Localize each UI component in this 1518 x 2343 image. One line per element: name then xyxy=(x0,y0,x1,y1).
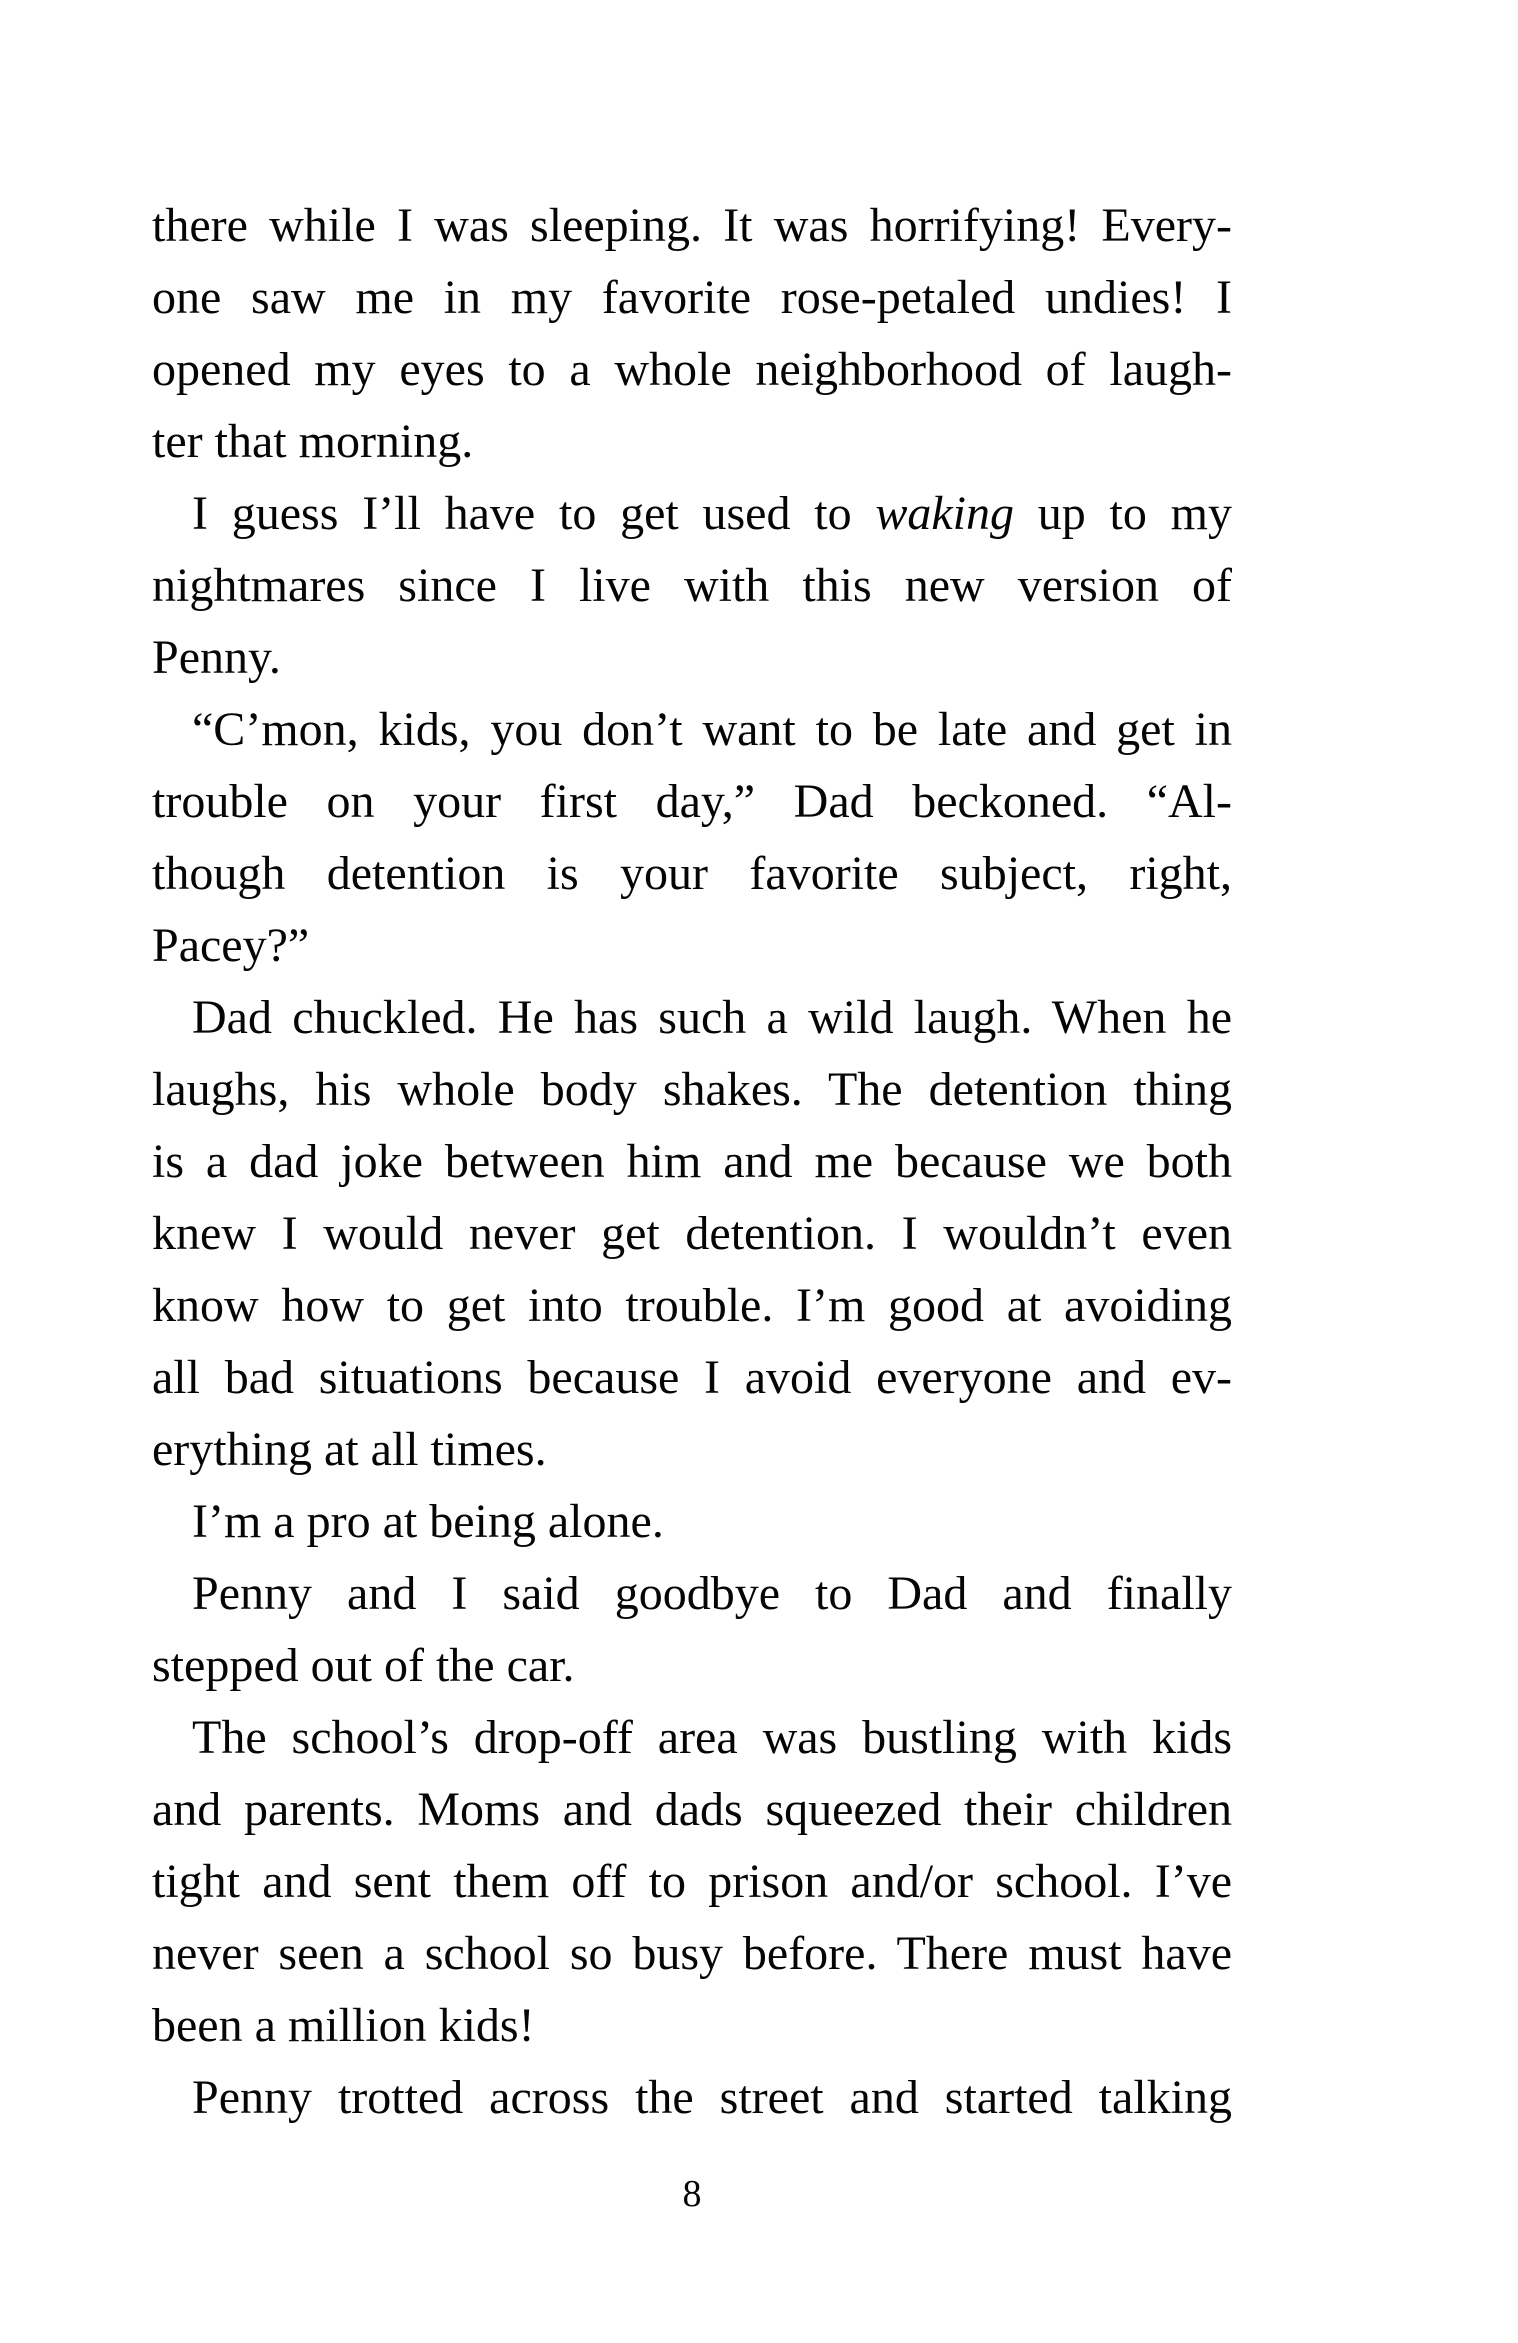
text-run: know how to get into trouble. I’m good at avoiding xyxy=(152,1279,1232,1332)
text-line xyxy=(152,1414,1232,1486)
text-line xyxy=(152,1486,1232,1558)
paragraph xyxy=(152,694,1232,982)
text-run: tight and sent them off to prison and/or school. I’ve xyxy=(152,1855,1232,1908)
text-run: The school’s drop-off area was bustling with kids xyxy=(192,1711,1232,1764)
text-run: Penny. xyxy=(152,631,281,684)
text-line xyxy=(152,1270,1232,1342)
text-run: is a dad joke between him and me because we both xyxy=(152,1135,1232,1188)
paragraph xyxy=(152,1702,1232,2062)
text-line xyxy=(152,406,1232,478)
text-run: knew I would never get detention. I wouldn’t even xyxy=(152,1207,1232,1260)
text-run: one saw me in my favorite rose-petaled undies! I xyxy=(152,271,1232,324)
page-text xyxy=(152,190,1232,2134)
text-line xyxy=(152,838,1232,910)
text-line xyxy=(152,1198,1232,1270)
paragraph xyxy=(152,982,1232,1486)
text-run: there while I was sleeping. It was horrifying! Every- xyxy=(152,199,1232,252)
text-line xyxy=(152,1702,1232,1774)
paragraph xyxy=(152,1558,1232,1702)
text-line xyxy=(152,1558,1232,1630)
paragraph xyxy=(152,1486,1232,1558)
text-line xyxy=(152,1918,1232,1990)
text-line xyxy=(152,1126,1232,1198)
paragraph xyxy=(152,478,1232,694)
text-run: ter that morning. xyxy=(152,415,474,468)
text-run: trouble on your first day,” Dad beckoned. “Al- xyxy=(152,775,1232,828)
text-run: Penny and I said goodbye to Dad and finally xyxy=(192,1567,1232,1620)
text-line xyxy=(152,190,1232,262)
text-run: all bad situations because I avoid everyone and ev- xyxy=(152,1351,1232,1404)
text-run: never seen a school so busy before. There must have xyxy=(152,1927,1232,1980)
italic-word: waking xyxy=(875,487,1015,540)
text-line xyxy=(152,1990,1232,2062)
text-run: opened my eyes to a whole neighborhood of laugh- xyxy=(152,343,1232,396)
text-line xyxy=(152,982,1232,1054)
text-line xyxy=(152,622,1232,694)
paragraph xyxy=(152,2062,1232,2134)
text-run: though detention is your favorite subject, right, xyxy=(152,847,1232,900)
text-line xyxy=(152,1054,1232,1126)
text-run: stepped out of the car. xyxy=(152,1639,575,1692)
text-line xyxy=(152,766,1232,838)
text-run: erything at all times. xyxy=(152,1423,547,1476)
page-number: 8 xyxy=(682,2173,702,2215)
text-run: up to my xyxy=(1014,487,1232,540)
text-run: Pacey?” xyxy=(152,919,310,972)
text-run: been a million kids! xyxy=(152,1999,535,2052)
text-line xyxy=(152,550,1232,622)
text-line xyxy=(152,910,1232,982)
text-run: “C’mon, kids, you don’t want to be late and get in xyxy=(192,703,1232,756)
text-run: and parents. Moms and dads squeezed their children xyxy=(152,1783,1232,1836)
text-run: I’m a pro at being alone. xyxy=(192,1495,664,1548)
text-run: Dad chuckled. He has such a wild laugh. When he xyxy=(192,991,1232,1044)
text-line xyxy=(152,478,1232,550)
text-run: nightmares since I live with this new version of xyxy=(152,559,1232,612)
text-line xyxy=(152,1774,1232,1846)
text-line xyxy=(152,334,1232,406)
text-line xyxy=(152,694,1232,766)
text-line xyxy=(152,262,1232,334)
text-run: Penny trotted across the street and started talking xyxy=(192,2071,1232,2124)
text-line xyxy=(152,2062,1232,2134)
text-line xyxy=(152,1846,1232,1918)
text-line xyxy=(152,1342,1232,1414)
text-line xyxy=(152,1630,1232,1702)
text-run: I guess I’ll have to get used to xyxy=(192,487,876,540)
text-run: laughs, his whole body shakes. The detention thing xyxy=(152,1063,1232,1116)
paragraph xyxy=(152,190,1232,478)
